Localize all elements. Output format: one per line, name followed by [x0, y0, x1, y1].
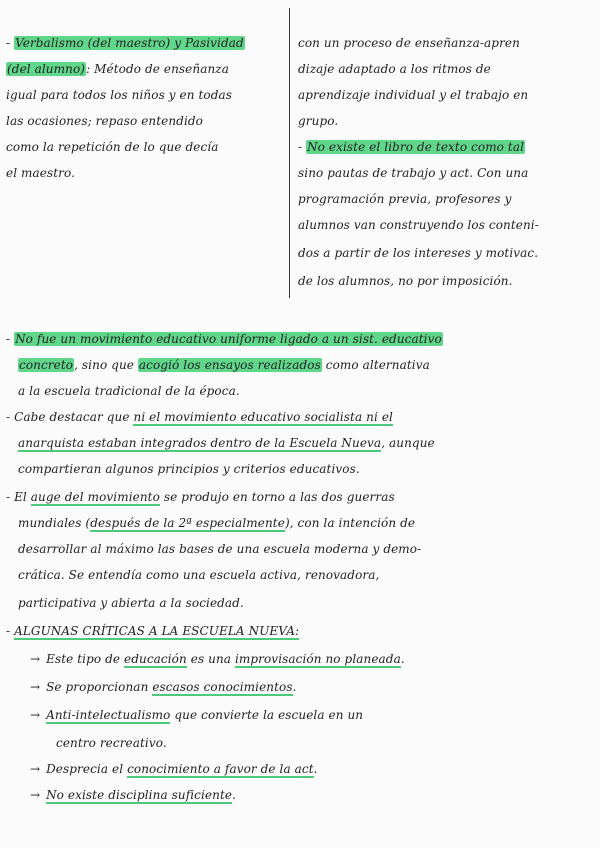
critica-1: [30, 650, 405, 668]
underline-escasos: escasos conocimientos: [152, 680, 293, 694]
underline-despues: después de la 2ª especialmente: [90, 516, 285, 530]
highlight-del-alumno: (del alumno): [7, 62, 86, 76]
underline-auge: auge del movimiento: [30, 490, 160, 504]
text: como alternativa: [321, 358, 430, 372]
arrow-icon: →: [30, 708, 41, 722]
text: : Método de enseñanza: [86, 62, 229, 76]
right-line-9: dos a partir de los intereses y motivac.: [298, 246, 539, 260]
highlight-no-fue: No fue un movimiento educativo uniforme ligado a un sist. educativo: [15, 332, 442, 346]
right-line-10: de los alumnos, no por imposición.: [298, 274, 513, 288]
underline-educacion: educación: [124, 652, 187, 666]
main-p3-line-4: crática. Se entendía como una escuela activa, renovadora,: [18, 568, 380, 582]
main-p1-line-1: [6, 330, 443, 348]
text: Se proporcionan: [46, 680, 153, 694]
underline-conocimiento: conocimiento a favor de la act: [127, 762, 314, 776]
text: es una: [186, 652, 235, 666]
highlight-libro-texto: No existe el libro de texto como tal: [307, 140, 525, 154]
text: - El: [6, 490, 31, 504]
arrow-icon: →: [30, 762, 41, 776]
criticas-heading-line: [6, 622, 299, 640]
main-p3-line-3: desarrollar al máximo las bases de una escuela moderna y demo-: [18, 542, 422, 556]
dash: -: [6, 624, 15, 638]
text: .: [313, 762, 318, 776]
critica-3: [30, 706, 363, 724]
text: mundiales (: [18, 516, 91, 530]
criticas-heading: ALGUNAS CRÍTICAS A LA ESCUELA NUEVA:: [14, 624, 300, 638]
text: , sino que: [74, 358, 138, 372]
text: Este tipo de: [46, 652, 125, 666]
main-p3-line-1: [6, 488, 395, 506]
dash: -: [298, 140, 307, 154]
right-line-2: dizaje adaptado a los ritmos de: [298, 62, 491, 76]
underline-ni-socialista: ni el movimiento educativo socialista ni el: [133, 410, 393, 424]
left-line-1: [6, 34, 245, 52]
underline-disciplina: No existe disciplina suficiente: [46, 788, 233, 802]
highlight-acogio: acogió los ensayos realizados: [138, 358, 321, 372]
text: Desprecia el: [46, 762, 128, 776]
right-line-5: [298, 138, 525, 156]
critica-4: [30, 760, 318, 778]
main-p1-line-3: a la escuela tradicional de la época.: [18, 384, 240, 398]
underline-anarquista: anarquista estaban integrados dentro de la Escuela Nueva: [18, 436, 382, 450]
arrow-icon: →: [30, 680, 41, 694]
main-p3-line-2: [18, 514, 415, 532]
text: que convierte la escuela en un: [170, 708, 364, 722]
text: ), con la intención de: [284, 516, 416, 530]
column-divider: [289, 8, 290, 298]
main-p1-line-2: [18, 356, 430, 374]
critica-2: [30, 678, 297, 696]
arrow-icon: →: [30, 788, 41, 802]
left-line-6: el maestro.: [6, 166, 76, 180]
left-line-2: [6, 60, 229, 78]
left-line-5: como la repetición de lo que decía: [6, 140, 219, 154]
right-line-6: sino pautas de trabajo y act. Con una: [298, 166, 529, 180]
critica-3-line-2: centro recreativo.: [56, 736, 167, 750]
text: .: [292, 680, 297, 694]
right-line-8: alumnos van construyendo los conteni-: [298, 218, 539, 232]
underline-improvisacion: improvisación no planeada: [234, 652, 401, 666]
main-p2-line-3: compartieran algunos principios y criterios educativos.: [18, 462, 360, 476]
main-p2-line-1: [6, 408, 393, 426]
main-p3-line-5: participativa y abierta a la sociedad.: [18, 596, 244, 610]
right-line-4: grupo.: [298, 114, 339, 128]
highlight-verbalismo: Verbalismo (del maestro) y Pasividad: [15, 36, 244, 50]
text: , aunque: [381, 436, 435, 450]
text: - Cabe destacar que: [6, 410, 134, 424]
arrow-icon: →: [30, 652, 41, 666]
highlight-concreto: concreto: [19, 358, 74, 372]
underline-anti-intelectualismo: Anti-intelectualismo: [46, 708, 171, 722]
right-line-1: con un proceso de enseñanza-apren: [298, 36, 520, 50]
dash: -: [6, 332, 15, 346]
left-line-4: las ocasiones; repaso entendido: [6, 114, 204, 128]
text: .: [232, 788, 237, 802]
text: .: [400, 652, 405, 666]
right-line-3: aprendizaje individual y el trabajo en: [298, 88, 529, 102]
critica-5: [30, 786, 236, 804]
dash: -: [6, 36, 15, 50]
main-p2-line-2: [18, 434, 435, 452]
left-line-3: igual para todos los niños y en todas: [6, 88, 233, 102]
right-line-7: programación previa, profesores y: [298, 192, 512, 206]
text: se produjo en torno a las dos guerras: [159, 490, 395, 504]
